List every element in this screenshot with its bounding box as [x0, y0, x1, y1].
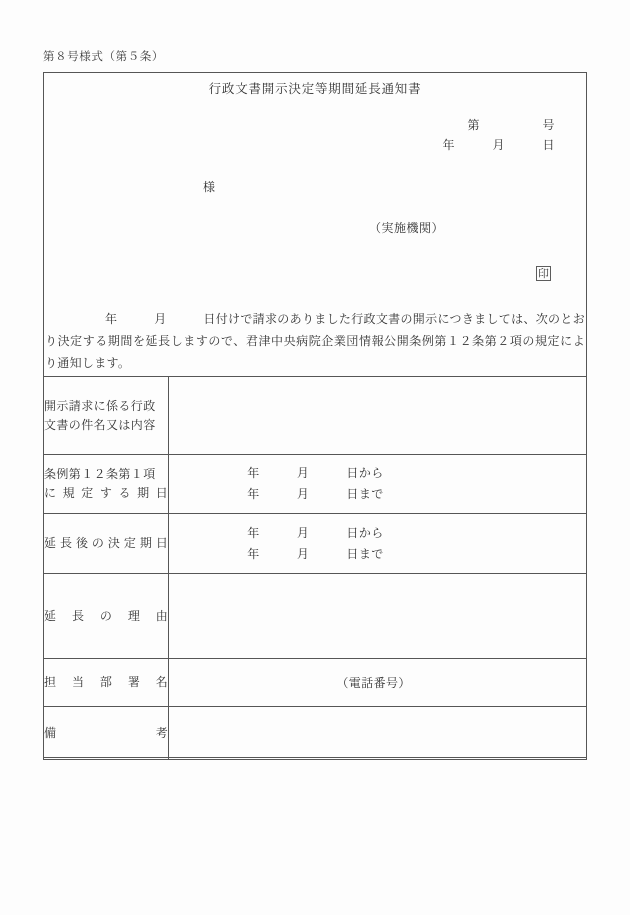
document-date-field: 年 月 日: [442, 138, 555, 152]
form-number: 第８号様式（第５条）: [43, 51, 164, 63]
notice-body: [45, 308, 585, 374]
notice-request-date: 年 月 日: [105, 312, 216, 326]
date-from: 年 月 日から: [247, 525, 384, 540]
label-line: 延長の理由: [44, 608, 169, 623]
row-value-department[interactable]: [169, 659, 587, 707]
seal-icon: 印: [538, 268, 549, 280]
phone-number-label: （電話番号）: [336, 676, 411, 690]
label-line: 条例第１２条第１項: [44, 467, 156, 481]
label-line: 開示請求に係る行政: [44, 398, 156, 413]
row-label-extension-reason: [44, 574, 169, 659]
table-row: [44, 377, 587, 455]
date-range: [169, 517, 586, 571]
row-label-remarks: [44, 707, 169, 760]
row-label-subject: [44, 377, 169, 455]
date-from: 年 月 日から: [247, 466, 384, 480]
table-row: [44, 659, 587, 707]
row-value-subject[interactable]: [169, 377, 587, 455]
letter-header: [44, 73, 586, 376]
document-title: 行政文書開示決定等期間延長通知書: [208, 82, 422, 96]
form-frame: [43, 72, 587, 758]
row-label-department: [44, 659, 169, 707]
date-to: 年 月 日まで: [247, 487, 384, 501]
label-line: に規定する期日: [44, 486, 169, 500]
date-to: 年 月 日まで: [247, 546, 384, 561]
label-line: 文書の件名又は内容: [44, 417, 156, 432]
notice-body-text: 付けで請求のありました行政文書の開示につきましては、次のとおり決定する期間を延長しますので、君津中央病院企業団情報公開条例第１２条第２項の規定により通知します。: [45, 312, 585, 370]
row-label-original-period: [44, 455, 169, 514]
issuing-organization-label: （実施機関）: [369, 221, 445, 235]
row-value-remarks[interactable]: [169, 707, 587, 760]
row-value-extended-period[interactable]: [169, 514, 587, 574]
table-row: [44, 574, 587, 659]
form-table-body: [44, 377, 587, 760]
table-row: [44, 707, 587, 760]
form-table: [43, 376, 587, 760]
table-row: [44, 455, 587, 514]
row-label-extended-period: [44, 514, 169, 574]
label-line: 担当部署名: [44, 675, 169, 689]
row-value-extension-reason[interactable]: [169, 574, 587, 659]
addressee-honorific: 様: [203, 180, 216, 194]
label-line: 備考: [44, 725, 169, 740]
date-range: [169, 457, 586, 511]
row-value-original-period[interactable]: [169, 455, 587, 514]
table-row: [44, 514, 587, 574]
label-line: 延長後の決定期日: [44, 536, 169, 550]
document-number-field: 第 号: [467, 118, 555, 132]
